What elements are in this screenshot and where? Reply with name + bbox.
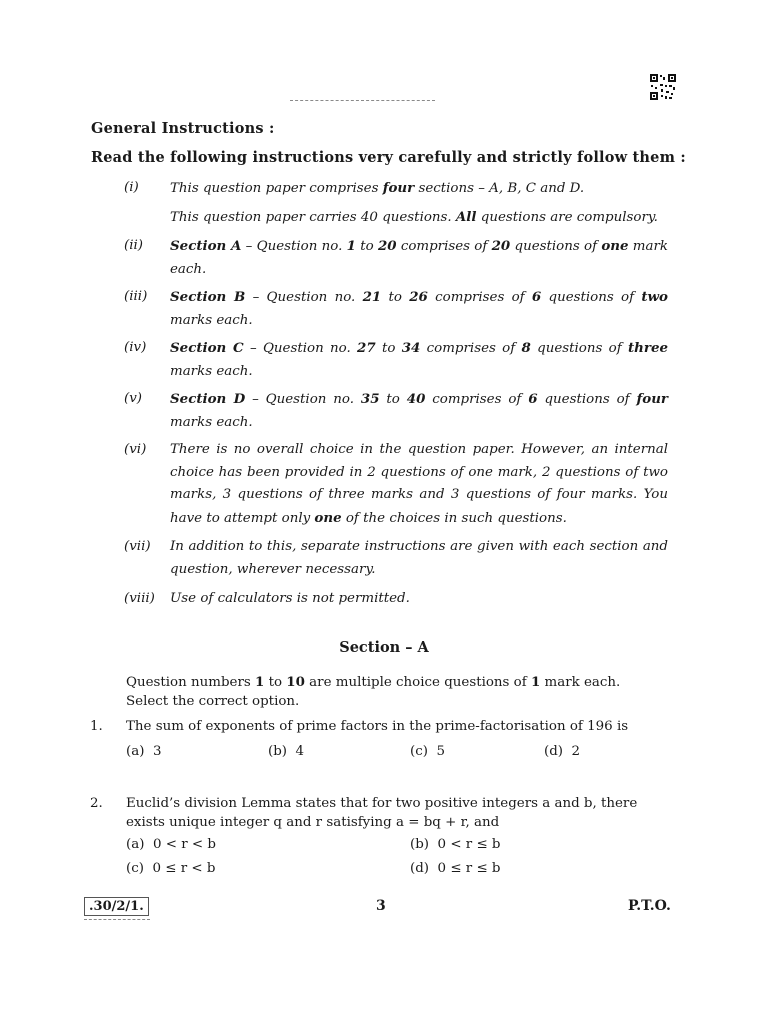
- option-value: 2: [571, 744, 581, 759]
- option-label: (b): [410, 837, 430, 852]
- general-instructions-subtitle: Read the following instructions very carefully and strictly follow them :: [91, 149, 686, 166]
- instruction-number: (vi): [124, 442, 147, 457]
- instruction-text: This question paper carries 40 questions. All questions are compulsory.: [170, 209, 658, 225]
- instruction-text: Section D – Question no. 35 to 40 comprises of 6 questions of four marks each.: [170, 391, 668, 430]
- option-value: 0 ≤ r ≤ b: [437, 861, 501, 876]
- header-dashed-line: [290, 100, 435, 102]
- option-c: [410, 744, 445, 759]
- question-number: 2.: [90, 796, 103, 811]
- option-label: (c): [410, 744, 428, 759]
- question-text: The sum of exponents of prime factors in the prime-factorisation of 196 is: [126, 719, 629, 734]
- instruction-number: (iii): [124, 289, 148, 304]
- instruction-number: (iv): [124, 340, 147, 355]
- option-value: 0 < r < b: [152, 837, 216, 852]
- option-d: [544, 744, 580, 759]
- option-label: (d): [544, 744, 564, 759]
- instruction-number: (i): [124, 180, 139, 195]
- qr-code-graphic: [649, 73, 677, 101]
- option-b: [268, 744, 304, 759]
- instruction-number: (viii): [124, 591, 155, 606]
- instruction-text: There is no overall choice in the question paper. However, an internal choice has been provided in 2 questions of one mark, 2 questions of two marks, 3 questions of three marks and 3 questions of four marks. You have to attempt only one of the choices in such questions.: [170, 442, 668, 526]
- option-value: 4: [295, 744, 305, 759]
- option-value: 5: [436, 744, 445, 759]
- option-d: [410, 861, 501, 876]
- page-number: 3: [376, 898, 386, 914]
- option-value: 3: [152, 744, 162, 759]
- option-label: (d): [410, 861, 430, 876]
- option-a: [126, 744, 161, 759]
- section-a-intro: Question numbers 1 to 10 are multiple choice questions of 1 mark each. Select the correct option.: [126, 674, 621, 709]
- instruction-text: In addition to this, separate instructions are given with each section and question, wherever necessary.: [170, 539, 668, 577]
- question-number: 1.: [90, 719, 103, 734]
- instruction-text: Section B – Question no. 21 to 26 comprises of 6 questions of two marks each.: [170, 289, 668, 328]
- option-label: (b): [268, 744, 288, 759]
- question-text: Euclid’s division Lemma states that for two positive integers a and b, there exists unique integer q and r satisfying a = bq + r, and: [126, 796, 638, 830]
- option-c: [126, 861, 215, 876]
- option-b: [410, 837, 501, 852]
- option-label: (a): [126, 744, 145, 759]
- option-value: 0 < r ≤ b: [437, 837, 501, 852]
- instruction-number: (ii): [124, 238, 144, 253]
- section-a-title: Section – A: [339, 639, 429, 656]
- general-instructions-title: General Instructions :: [91, 120, 275, 137]
- option-a: [126, 837, 216, 852]
- instruction-text: Use of calculators is not permitted.: [170, 591, 410, 606]
- instruction-text: Section C – Question no. 27 to 34 comprises of 8 questions of three marks each.: [170, 340, 668, 379]
- qr-code-icon: [649, 73, 677, 101]
- pto-label: P.T.O.: [628, 898, 671, 914]
- paper-code: .30/2/1.: [84, 897, 149, 916]
- instruction-text: Section A – Question no. 1 to 20 comprises of 20 questions of one mark each.: [170, 238, 668, 277]
- option-value: 0 ≤ r < b: [152, 861, 216, 876]
- option-label: (c): [126, 861, 144, 876]
- option-label: (a): [126, 837, 145, 852]
- instruction-number: (vii): [124, 539, 151, 554]
- instruction-number: (v): [124, 391, 143, 406]
- paper-code-underline: [84, 919, 150, 921]
- instruction-text: This question paper comprises four sections – A, B, C and D.: [170, 180, 585, 196]
